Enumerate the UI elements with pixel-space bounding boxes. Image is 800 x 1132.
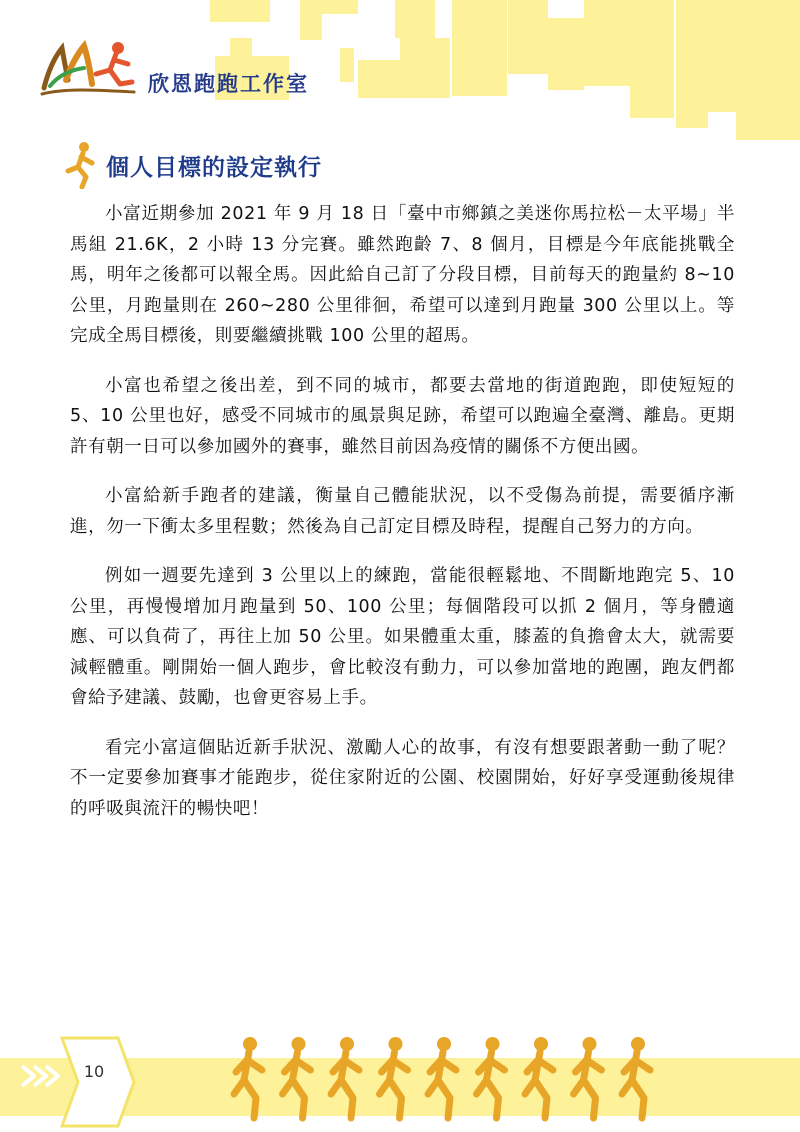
brand-header [36, 30, 356, 100]
paragraph: 小富給新手跑者的建議，衡量自己體能狀況，以不受傷為前提，需要循序漸進，勿一下衝太多里程數；然後為自己訂定目標及時程，提醒自己努力的方向。 [70, 486, 735, 537]
article-body [70, 199, 735, 843]
paragraph: 例如一週要先達到 3 公里以上的練跑，當能很輕鬆地、不間斷地跑完 5、10 公里，再慢慢增加月跑量到 50、100 公里；每個階段可以抓 2 個月，等身體適應、可以負荷了，再往上加 50 公里。如果體重太重，膝蓋的負擔會太大，就需要減輕體重。剛開始一個人跑步，會比較沒有動力，可以參加當地的跑團，跑友們都會給予建議、鼓勵，也會更容易上手。 [70, 566, 735, 708]
brand-name: 欣恩跑跑工作室 [148, 72, 309, 96]
section-heading [60, 140, 322, 190]
section-title: 個人目標的設定執行 [106, 154, 322, 181]
paragraph: 小富也希望之後出差，到不同的城市，都要去當地的街道跑跑，即使短短的 5、10 公里也好，感受不同城市的風景與足跡，希望可以跑遍全臺灣、離島。更期許有朝一日可以參加國外的賽事，雖然目前因為疫情的關係不方便出國。 [70, 375, 735, 457]
paragraph: 小富近期參加 2021 年 9 月 18 日「臺中市鄉鎮之美迷你馬拉松－太平場」半馬組 21.6K，2 小時 13 分完賽。雖然跑齡 7、8 個月，目標是今年底能挑戰全馬，明年之後都可以報全馬。因此給自己訂了分段目標，目前每天的跑量約 8~10 公里，月跑量則在 260~280 公里徘徊，希望可以達到月跑量 300 公里以上。等完成全馬目標後，則要繼續挑戰 100 公里的超馬。 [70, 204, 735, 346]
runner-icon [60, 141, 100, 189]
footer-decoration [0, 1030, 800, 1132]
paragraph: 看完小富這個貼近新手狀況、激勵人心的故事，有沒有想要跟著動一動了呢？不一定要參加賽事才能跑步，從住家附近的公園、校園開始，好好享受運動後規律的呼吸與流汗的暢快吧！ [70, 737, 735, 819]
runner-logo-icon [36, 30, 146, 100]
page-number: 10 [83, 1062, 105, 1081]
